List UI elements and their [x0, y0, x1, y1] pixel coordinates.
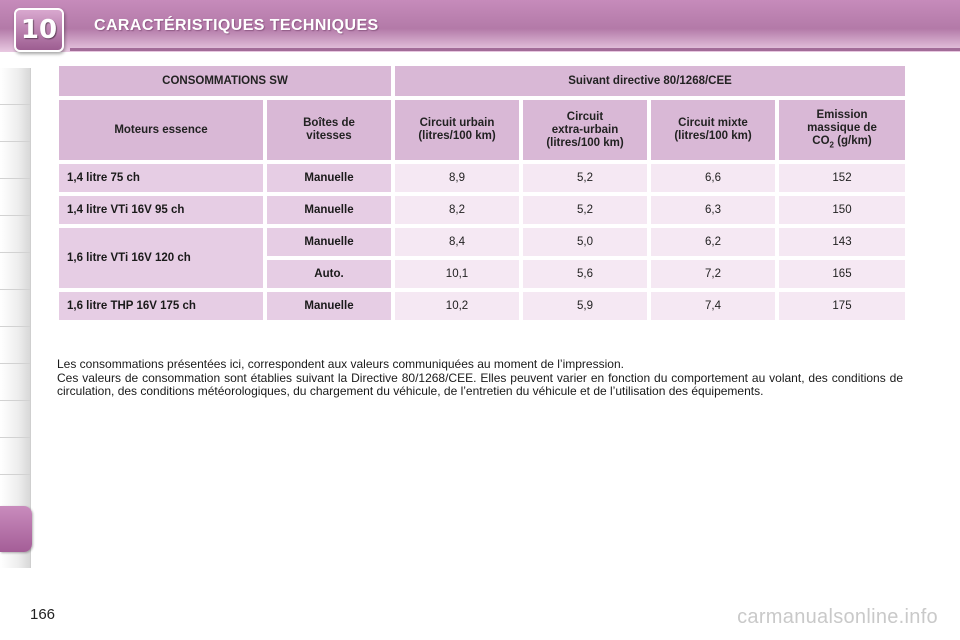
col-header-co2-line: (g/km)	[834, 134, 872, 147]
urban-cell: 8,4	[395, 228, 519, 256]
gearbox-cell: Manuelle	[267, 196, 391, 224]
chapter-tab[interactable]	[0, 216, 30, 253]
chapter-tab[interactable]	[0, 401, 30, 438]
chapter-tab[interactable]	[0, 290, 30, 327]
engine-cell: 1,6 litre VTi 16V 120 ch	[59, 228, 263, 288]
col-header-urban-line: Circuit urbain	[419, 117, 495, 129]
chapter-badge[interactable]	[14, 8, 64, 52]
mixed-cell: 7,2	[651, 260, 775, 288]
mixed-cell: 7,4	[651, 292, 775, 320]
extra-urban-cell: 5,9	[523, 292, 647, 320]
urban-cell: 10,2	[395, 292, 519, 320]
mixed-cell: 6,6	[651, 164, 775, 192]
page-number: 166	[30, 606, 56, 623]
extra-urban-cell: 5,2	[523, 196, 647, 224]
header-underline	[70, 48, 960, 51]
col-header-co2-line: Emission	[816, 108, 868, 121]
page-title: CARACTÉRISTIQUES TECHNIQUES	[94, 17, 379, 34]
extra-urban-cell: 5,2	[523, 164, 647, 192]
urban-cell: 10,1	[395, 260, 519, 288]
col-header-mixed	[651, 100, 775, 160]
chapter-tab[interactable]	[0, 142, 30, 179]
mixed-cell: 6,3	[651, 196, 775, 224]
gearbox-cell: Auto.	[267, 260, 391, 288]
gearbox-cell: Manuelle	[267, 228, 391, 256]
col-header-mixed-line: (litres/100 km)	[674, 130, 752, 142]
extra-urban-cell: 5,0	[523, 228, 647, 256]
col-header-co2-line: massique de	[807, 121, 877, 134]
co2-cell: 152	[779, 164, 905, 192]
gearbox-cell: Manuelle	[267, 164, 391, 192]
watermark: carmanualsonline.info	[737, 606, 938, 628]
col-header-mixed-line: Circuit mixte	[678, 117, 748, 129]
chapter-number: 10	[20, 15, 58, 45]
col-header-gearbox-line: Boîtes de	[303, 117, 355, 129]
footnote	[57, 358, 903, 399]
col-header-extra-line: (litres/100 km)	[546, 136, 624, 149]
co2-cell: 175	[779, 292, 905, 320]
col-header-engine: Moteurs essence	[59, 100, 263, 160]
chapter-tab[interactable]	[0, 438, 30, 475]
chapter-tab-active[interactable]	[0, 506, 32, 552]
co2-cell: 143	[779, 228, 905, 256]
table-row	[59, 196, 905, 224]
table-row	[59, 292, 905, 320]
chapter-tab-strip	[0, 68, 31, 568]
urban-cell: 8,9	[395, 164, 519, 192]
chapter-tab[interactable]	[0, 179, 30, 216]
col-header-urban	[395, 100, 519, 160]
chapter-tab[interactable]	[0, 364, 30, 401]
footnote-line: Les consommations présentées ici, correspondent aux valeurs communiquées au moment de l’impression.	[57, 357, 624, 371]
group-header-consumption: CONSOMMATIONS SW	[59, 66, 391, 96]
group-header-directive: Suivant directive 80/1268/CEE	[395, 66, 905, 96]
co2-subscript: 2	[829, 140, 834, 150]
consumption-table	[55, 62, 909, 324]
gearbox-cell: Manuelle	[267, 292, 391, 320]
mixed-cell: 6,2	[651, 228, 775, 256]
col-header-co2	[779, 100, 905, 160]
extra-urban-cell: 5,6	[523, 260, 647, 288]
col-header-extra-line: Circuit	[566, 110, 604, 123]
col-header-extra-line: extra-urbain	[551, 123, 619, 136]
col-header-urban-line: (litres/100 km)	[418, 130, 496, 142]
engine-cell: 1,4 litre VTi 16V 95 ch	[59, 196, 263, 224]
chapter-tab[interactable]	[0, 68, 30, 105]
engine-cell: 1,6 litre THP 16V 175 ch	[59, 292, 263, 320]
chapter-tab[interactable]	[0, 105, 30, 142]
col-header-gearbox-line: vitesses	[306, 130, 352, 142]
col-header-co2-line: CO	[812, 134, 830, 147]
engine-cell: 1,4 litre 75 ch	[59, 164, 263, 192]
chapter-tab[interactable]	[0, 253, 30, 290]
col-header-extra-urban	[523, 100, 647, 160]
table-row	[59, 228, 905, 256]
footnote-paragraph: Ces valeurs de consommation sont établies suivant la Directive 80/1268/CEE. Elles peuvent varier en fonction du comportement au volant, des conditions de circulation, des conditions météorologiques, du chargement du véhicule, de l’entretien du véhicule et de l’utilisation des équipements.	[57, 370, 903, 398]
co2-cell: 150	[779, 196, 905, 224]
col-header-gearbox	[267, 100, 391, 160]
chapter-tab[interactable]	[0, 327, 30, 364]
co2-cell: 165	[779, 260, 905, 288]
table-row	[59, 164, 905, 192]
urban-cell: 8,2	[395, 196, 519, 224]
